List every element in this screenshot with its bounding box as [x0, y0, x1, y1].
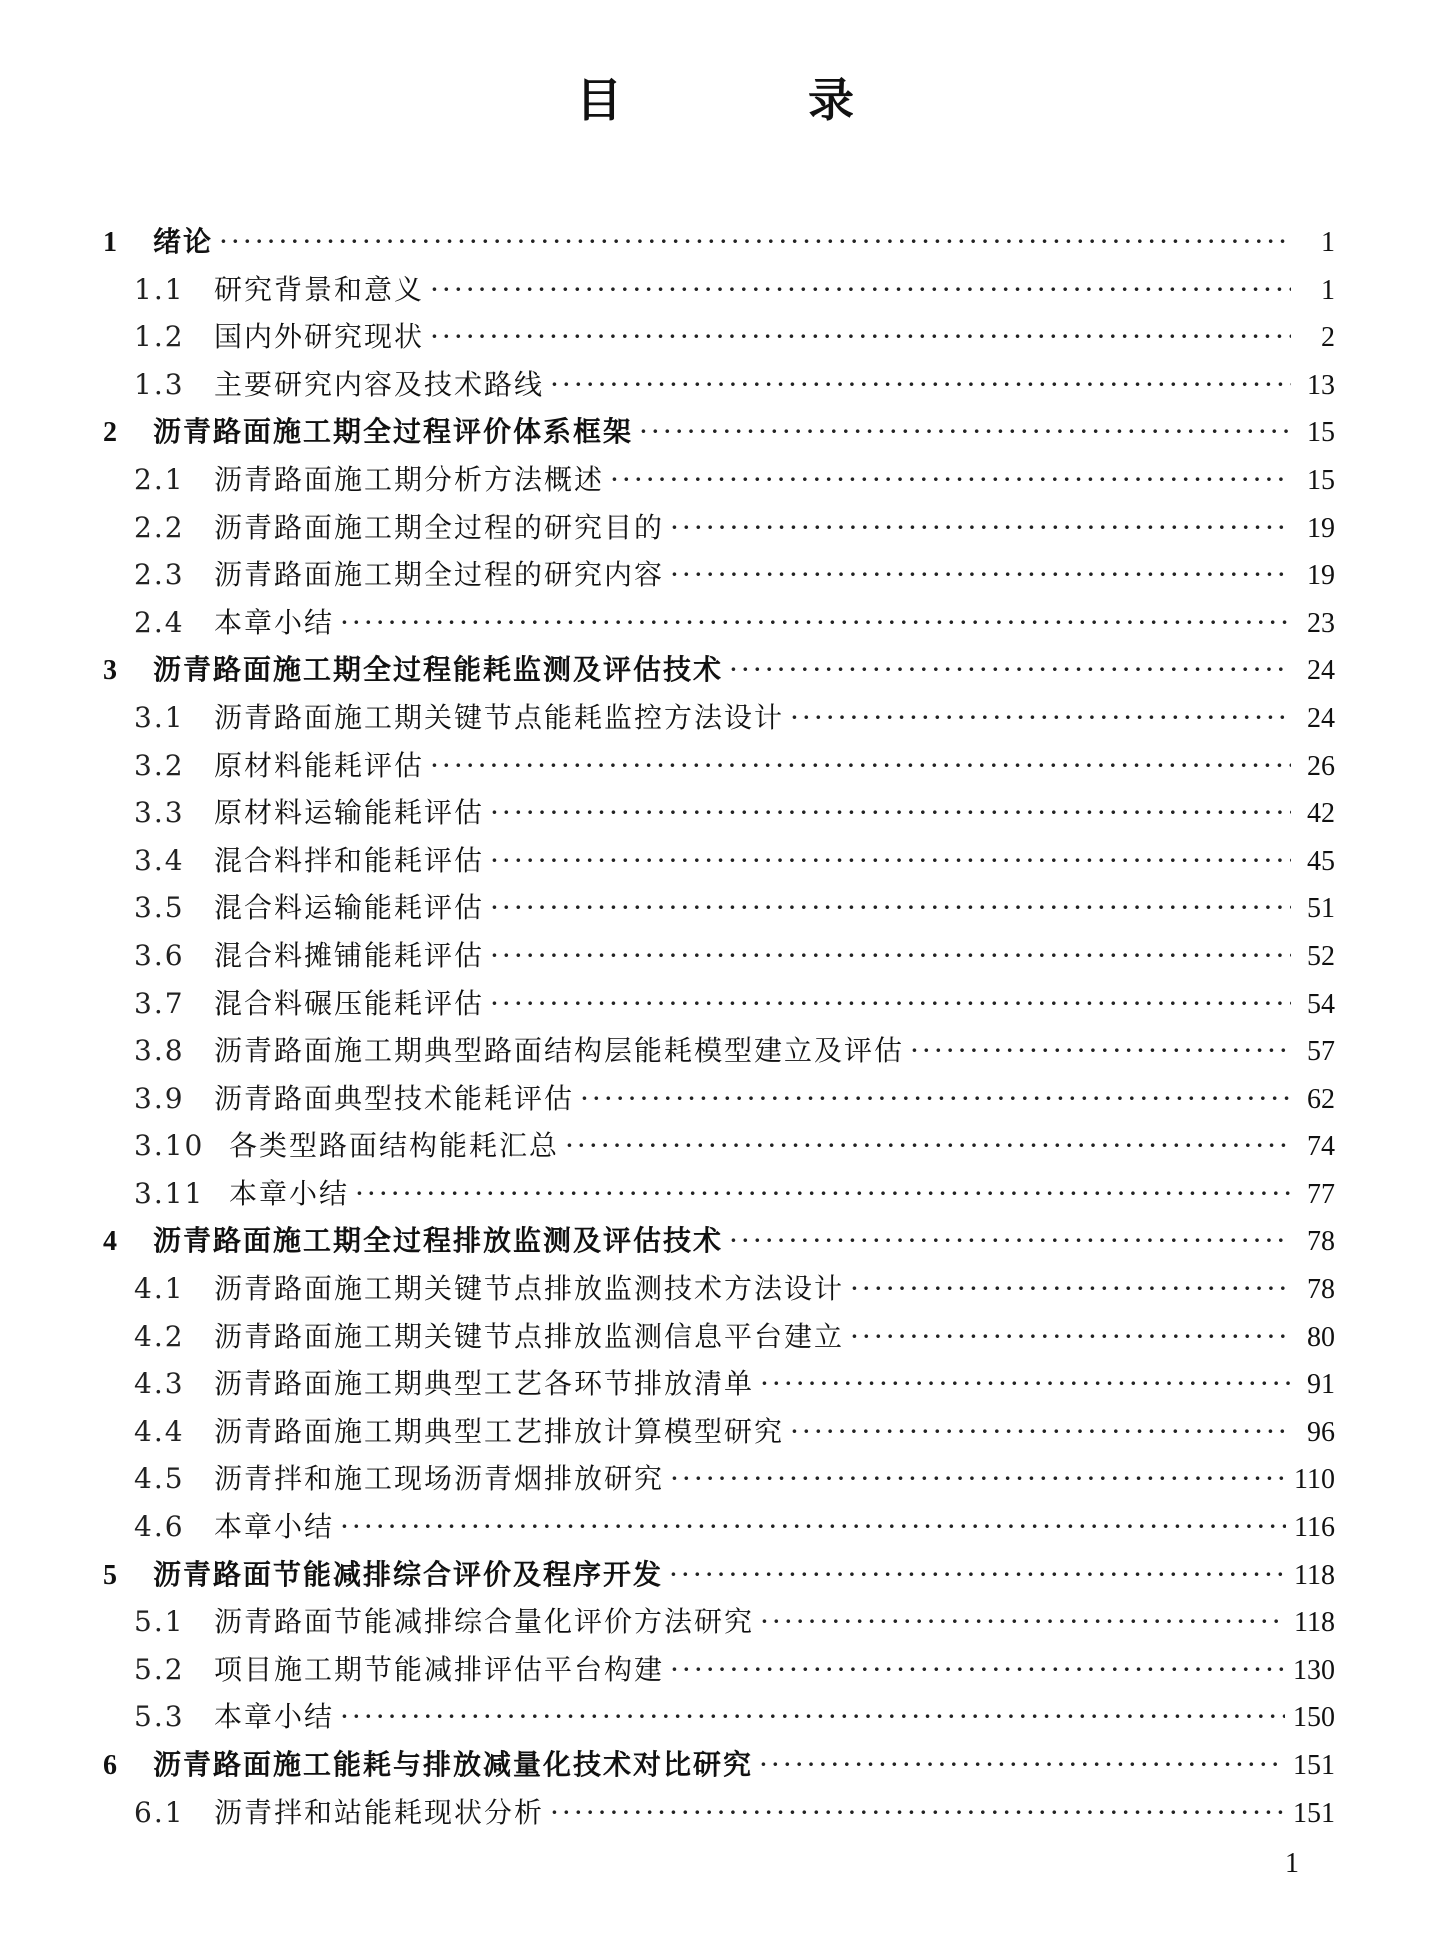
page-title: 目 录 [576, 73, 924, 127]
toc-entry-label: 混合料摊铺能耗评估 [214, 938, 485, 972]
toc-entry-page: 26 [1307, 750, 1335, 782]
toc-entry-label: 本章小结 [214, 1510, 335, 1544]
toc-chapter-entry[interactable] [103, 1551, 1335, 1599]
toc-entry-number: 5.3 [134, 1700, 185, 1734]
toc-chapter-entry[interactable] [103, 1741, 1335, 1789]
toc-entry-page: 15 [1307, 417, 1335, 449]
toc-entry-page: 2 [1321, 322, 1335, 354]
table-of-contents [103, 218, 1335, 1836]
toc-entry-number: 3.4 [134, 843, 185, 877]
toc-entry-number: 3.3 [134, 796, 185, 830]
toc-entry-label: 沥青路面节能减排综合评价及程序开发 [153, 1557, 664, 1591]
toc-entry-page: 42 [1307, 798, 1335, 830]
toc-section-entry[interactable] [103, 1408, 1335, 1456]
toc-dot-leader [790, 694, 1291, 742]
toc-entry-number: 2.2 [134, 510, 185, 544]
toc-entry-label: 沥青路面施工期关键节点排放监测技术方法设计 [214, 1272, 845, 1306]
toc-entry-page: 1 [1321, 227, 1335, 258]
toc-entry-label: 沥青拌和施工现场沥青烟排放研究 [214, 1462, 665, 1496]
toc-section-entry[interactable] [103, 1075, 1335, 1123]
toc-entry-page: 130 [1293, 1654, 1335, 1686]
toc-entry-number: 3.5 [134, 891, 185, 925]
toc-entry-number: 4.5 [134, 1462, 185, 1496]
toc-entry-label: 沥青路面施工期分析方法概述 [214, 462, 605, 496]
toc-entry-number: 2.1 [134, 462, 185, 496]
toc-section-entry[interactable] [103, 599, 1335, 647]
toc-entry-label: 本章小结 [229, 1176, 350, 1210]
toc-section-entry[interactable] [103, 313, 1335, 361]
toc-section-entry[interactable] [103, 551, 1335, 599]
toc-dot-leader [490, 789, 1291, 837]
toc-entry-label: 主要研究内容及技术路线 [214, 367, 545, 401]
toc-entry-label: 沥青路面施工期全过程的研究内容 [214, 558, 665, 592]
toc-section-entry[interactable] [103, 1122, 1335, 1170]
toc-dot-leader [355, 1170, 1291, 1218]
page-number: 1 [1285, 1848, 1299, 1879]
toc-dot-leader [490, 884, 1291, 932]
toc-entry-label: 沥青路面施工期典型路面结构层能耗模型建立及评估 [214, 1034, 905, 1068]
toc-dot-leader [219, 218, 1291, 266]
toc-section-entry[interactable] [103, 1265, 1335, 1313]
toc-dot-leader [490, 980, 1291, 1028]
toc-entry-number: 3.8 [134, 1034, 185, 1068]
toc-entry-number: 3.6 [134, 938, 185, 972]
toc-entry-number: 1.3 [134, 367, 185, 401]
toc-entry-page: 96 [1307, 1416, 1335, 1448]
toc-entry-page: 1 [1321, 274, 1335, 306]
toc-entry-page: 45 [1307, 845, 1335, 877]
toc-entry-number: 4.2 [134, 1319, 185, 1353]
toc-dot-leader [340, 1503, 1286, 1551]
toc-section-entry[interactable] [103, 1646, 1335, 1694]
toc-dot-leader [910, 1027, 1291, 1075]
toc-dot-leader [430, 313, 1291, 361]
toc-entry-page: 19 [1307, 512, 1335, 544]
toc-entry-number: 3 [103, 655, 117, 687]
toc-entry-page: 150 [1293, 1702, 1335, 1734]
toc-entry-number: 2.3 [134, 558, 185, 592]
toc-entry-label: 沥青路面施工能耗与排放减量化技术对比研究 [153, 1748, 754, 1781]
toc-entry-label: 原材料运输能耗评估 [214, 796, 485, 830]
toc-entry-number: 3.2 [134, 748, 185, 782]
toc-chapter-entry[interactable] [103, 408, 1335, 456]
toc-dot-leader [490, 932, 1291, 980]
toc-entry-number: 4.4 [134, 1414, 185, 1448]
toc-entry-label: 国内外研究现状 [214, 320, 425, 354]
toc-entry-label: 原材料能耗评估 [214, 748, 425, 782]
toc-entry-page: 116 [1294, 1512, 1335, 1544]
toc-dot-leader [760, 1598, 1286, 1646]
toc-entry-page: 110 [1294, 1464, 1335, 1496]
toc-entry-page: 24 [1307, 702, 1335, 734]
toc-section-entry[interactable] [103, 789, 1335, 837]
toc-entry-page: 54 [1307, 988, 1335, 1020]
toc-entry-number: 3.9 [134, 1081, 185, 1115]
toc-dot-leader [580, 1075, 1291, 1123]
toc-entry-number: 2.4 [134, 605, 185, 639]
toc-entry-label: 沥青路面施工期全过程评价体系框架 [153, 415, 634, 449]
toc-dot-leader [340, 1693, 1285, 1741]
toc-dot-leader [729, 1217, 1291, 1265]
toc-section-entry[interactable] [103, 1693, 1335, 1741]
toc-entry-label: 沥青路面施工期全过程排放监测及评估技术 [153, 1224, 724, 1258]
toc-dot-leader [430, 742, 1291, 790]
toc-dot-leader [670, 551, 1291, 599]
toc-dot-leader [340, 599, 1291, 647]
toc-dot-leader [670, 504, 1291, 552]
toc-entry-label: 沥青路面典型技术能耗评估 [214, 1081, 575, 1115]
toc-entry-page: 24 [1307, 655, 1335, 687]
toc-dot-leader [729, 646, 1291, 694]
toc-dot-leader [670, 1455, 1286, 1503]
toc-entry-page: 19 [1307, 560, 1335, 592]
toc-entry-page: 74 [1307, 1131, 1335, 1163]
toc-entry-page: 77 [1307, 1178, 1335, 1210]
toc-entry-page: 151 [1293, 1797, 1335, 1829]
toc-entry-label: 研究背景和意义 [214, 272, 425, 306]
toc-chapter-entry[interactable] [103, 646, 1335, 694]
toc-section-entry[interactable] [103, 837, 1335, 885]
toc-entry-number: 5.1 [134, 1605, 185, 1639]
toc-section-entry[interactable] [103, 1360, 1335, 1408]
toc-entry-page: 118 [1294, 1559, 1335, 1591]
toc-entry-number: 6.1 [134, 1795, 185, 1829]
toc-entry-label: 沥青拌和站能耗现状分析 [214, 1795, 545, 1829]
toc-section-entry[interactable] [103, 980, 1335, 1028]
toc-entry-number: 4.6 [134, 1510, 185, 1544]
toc-section-entry[interactable] [103, 1789, 1335, 1837]
toc-chapter-entry[interactable] [103, 218, 1335, 266]
toc-entry-label: 沥青路面节能减排综合量化评价方法研究 [214, 1605, 755, 1639]
toc-entry-label: 混合料拌和能耗评估 [214, 843, 485, 877]
toc-dot-leader [550, 361, 1291, 409]
toc-entry-page: 57 [1307, 1036, 1335, 1068]
toc-entry-page: 13 [1307, 369, 1335, 401]
toc-section-entry[interactable] [103, 1455, 1335, 1503]
toc-dot-leader [790, 1408, 1291, 1456]
toc-section-entry[interactable] [103, 1598, 1335, 1646]
toc-dot-leader [850, 1313, 1291, 1361]
toc-entry-number: 1.1 [134, 272, 185, 306]
toc-entry-number: 4 [103, 1226, 117, 1258]
toc-dot-leader [760, 1360, 1291, 1408]
toc-entry-label: 沥青路面施工期关键节点排放监测信息平台建立 [214, 1319, 845, 1353]
toc-entry-number: 3.10 [134, 1129, 205, 1163]
toc-entry-page: 80 [1307, 1321, 1335, 1353]
toc-entry-label: 本章小结 [214, 605, 335, 639]
toc-entry-number: 3.7 [134, 986, 185, 1020]
toc-entry-label: 沥青路面施工期典型工艺各环节排放清单 [214, 1367, 755, 1401]
toc-entry-page: 91 [1307, 1369, 1335, 1401]
toc-entry-label: 项目施工期节能减排评估平台构建 [214, 1652, 665, 1686]
toc-entry-page: 23 [1307, 607, 1335, 639]
toc-dot-leader [639, 408, 1291, 456]
toc-entry-page: 151 [1293, 1750, 1335, 1781]
toc-section-entry[interactable] [103, 266, 1335, 314]
toc-dot-leader [490, 837, 1291, 885]
toc-entry-page: 51 [1307, 893, 1335, 925]
toc-entry-number: 3.1 [134, 700, 185, 734]
toc-entry-label: 本章小结 [214, 1700, 335, 1734]
toc-section-entry[interactable] [103, 456, 1335, 504]
toc-section-entry[interactable] [103, 694, 1335, 742]
toc-entry-label: 绪论 [153, 225, 214, 258]
toc-section-entry[interactable] [103, 1170, 1335, 1218]
toc-entry-number: 6 [103, 1750, 117, 1781]
toc-entry-number: 3.11 [134, 1176, 205, 1210]
toc-dot-leader [565, 1122, 1291, 1170]
toc-section-entry[interactable] [103, 884, 1335, 932]
toc-dot-leader [850, 1265, 1291, 1313]
toc-section-entry[interactable] [103, 1503, 1335, 1551]
toc-entry-label: 沥青路面施工期全过程的研究目的 [214, 510, 665, 544]
toc-section-entry[interactable] [103, 504, 1335, 552]
toc-dot-leader [430, 266, 1291, 314]
toc-section-entry[interactable] [103, 361, 1335, 409]
toc-chapter-entry[interactable] [103, 1217, 1335, 1265]
toc-section-entry[interactable] [103, 932, 1335, 980]
toc-section-entry[interactable] [103, 1027, 1335, 1075]
toc-section-entry[interactable] [103, 742, 1335, 790]
toc-entry-page: 52 [1307, 940, 1335, 972]
toc-entry-label: 沥青路面施工期典型工艺排放计算模型研究 [214, 1414, 785, 1448]
toc-entry-page: 15 [1307, 464, 1335, 496]
toc-dot-leader [669, 1551, 1286, 1599]
toc-dot-leader [550, 1789, 1285, 1837]
toc-entry-number: 1 [103, 227, 117, 258]
toc-entry-page: 78 [1307, 1274, 1335, 1306]
toc-dot-leader [759, 1741, 1285, 1789]
toc-entry-page: 118 [1294, 1607, 1335, 1639]
toc-entry-number: 5 [103, 1559, 117, 1591]
toc-dot-leader [670, 1646, 1285, 1694]
toc-entry-page: 78 [1307, 1226, 1335, 1258]
toc-entry-number: 2 [103, 417, 117, 449]
toc-dot-leader [610, 456, 1291, 504]
toc-entry-label: 各类型路面结构能耗汇总 [229, 1129, 560, 1163]
toc-section-entry[interactable] [103, 1313, 1335, 1361]
toc-entry-label: 混合料碾压能耗评估 [214, 986, 485, 1020]
toc-entry-number: 5.2 [134, 1652, 185, 1686]
toc-entry-page: 62 [1307, 1083, 1335, 1115]
toc-entry-label: 混合料运输能耗评估 [214, 891, 485, 925]
toc-entry-number: 1.2 [134, 320, 185, 354]
toc-entry-label: 沥青路面施工期全过程能耗监测及评估技术 [153, 653, 724, 687]
toc-entry-label: 沥青路面施工期关键节点能耗监控方法设计 [214, 700, 785, 734]
toc-entry-number: 4.1 [134, 1272, 185, 1306]
toc-entry-number: 4.3 [134, 1367, 185, 1401]
